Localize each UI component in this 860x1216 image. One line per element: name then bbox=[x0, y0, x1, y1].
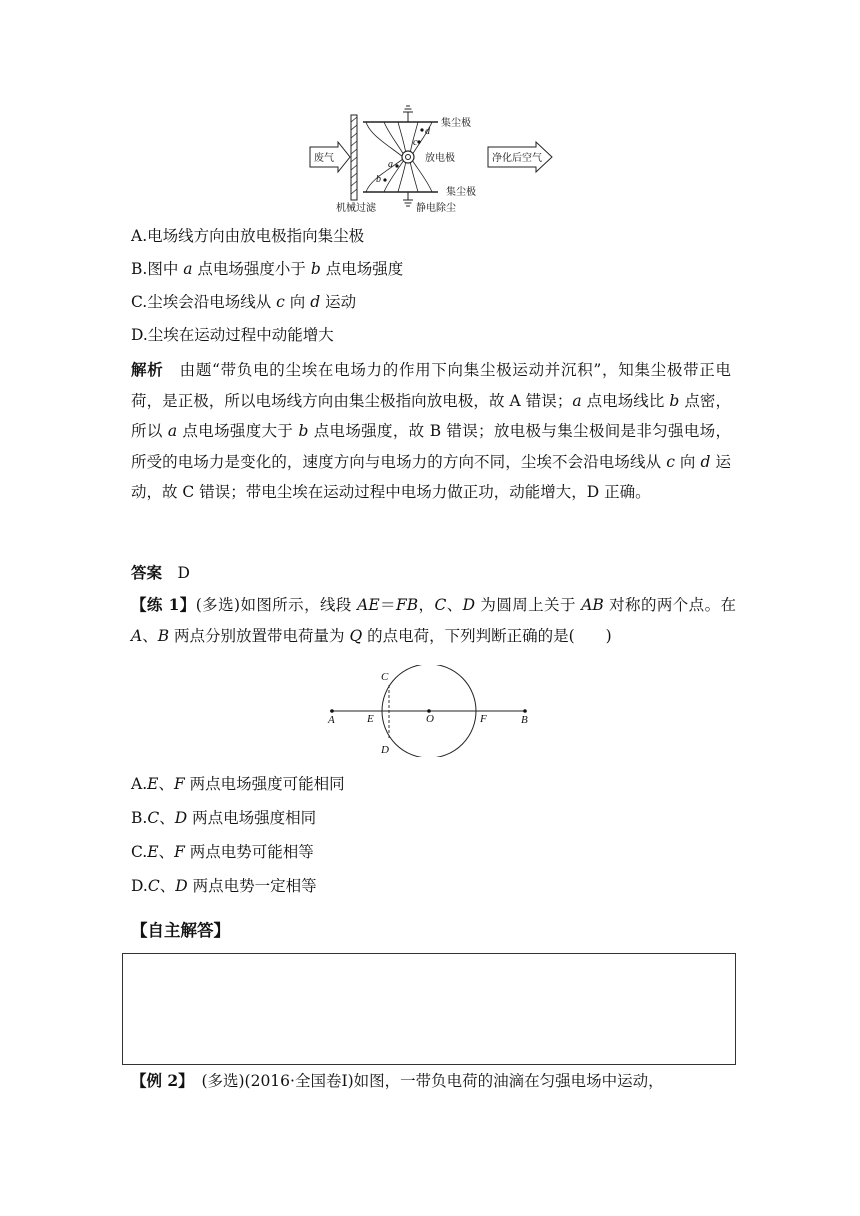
label-clean-air: 净化后空气 bbox=[492, 153, 542, 164]
circle-diagram bbox=[322, 665, 534, 757]
label-F: F bbox=[480, 713, 487, 725]
label-b: b bbox=[376, 174, 381, 185]
practice1-tag: 【练 1】 bbox=[131, 595, 196, 614]
label-C: C bbox=[381, 671, 389, 683]
example2-stem: 【例 2】 (多选)(2016·全国卷Ⅰ)如图，一带负电荷的油滴在匀强电场中运动， bbox=[131, 1071, 664, 1090]
label-d: d bbox=[425, 126, 430, 137]
q1-option-d: D.尘埃在运动过程中动能增大 bbox=[131, 326, 334, 344]
point-a-dot bbox=[395, 164, 398, 167]
example2-tag: 【例 2】 bbox=[131, 1071, 186, 1090]
precipitator-diagram bbox=[308, 100, 558, 215]
practice1-stem: 【练 1】(多选)如图所示，线段 AE＝FB，C、D 为圆周上关于 AB 对称的两个点。在 A、B 两点分别放置带电荷量为 Q 的点电荷，下列判断正确的是( ) bbox=[131, 595, 736, 645]
label-B: B bbox=[521, 714, 528, 726]
label-E: E bbox=[367, 713, 374, 725]
point-c-dot bbox=[417, 140, 420, 143]
label-discharge: 放电极 bbox=[425, 153, 455, 164]
ground-bottom bbox=[403, 192, 413, 206]
answer-label: 答案 bbox=[131, 563, 163, 582]
q1-option-b: B.图中 a 点电场强度小于 b 点电场强度 bbox=[131, 260, 404, 278]
q1-option-c: C.尘埃会沿电场线从 c 向 d 运动 bbox=[131, 293, 357, 311]
analysis-label: 解析 bbox=[131, 360, 164, 379]
point-a bbox=[330, 709, 334, 713]
self-answer-box[interactable] bbox=[122, 953, 736, 1065]
label-D: D bbox=[381, 744, 389, 756]
answer-value: D bbox=[177, 564, 190, 582]
q2-option-c: C.E、F 两点电势可能相等 bbox=[131, 843, 314, 861]
label-a: a bbox=[388, 159, 393, 170]
q2-option-d: D.C、D 两点电势一定相等 bbox=[131, 877, 317, 895]
point-b bbox=[523, 709, 527, 713]
label-electro-dust: 静电除尘 bbox=[416, 203, 456, 214]
q2-option-a: A.E、F 两点电场强度可能相同 bbox=[131, 775, 345, 793]
label-collector-top: 集尘极 bbox=[441, 118, 471, 129]
ground-top bbox=[403, 106, 413, 122]
label-waste-gas: 废气 bbox=[314, 153, 334, 164]
discharge-electrode bbox=[402, 151, 414, 163]
self-answer-heading: 【自主解答】 bbox=[131, 921, 230, 940]
label-c: c bbox=[413, 137, 418, 148]
label-mech-filter: 机械过滤 bbox=[336, 203, 376, 214]
q1-option-a: A.电场线方向由放电极指向集尘极 bbox=[131, 227, 365, 245]
point-d-dot bbox=[420, 128, 423, 131]
label-collector-bottom: 集尘极 bbox=[446, 187, 476, 198]
analysis-paragraph: 解析 由题“带负电的尘埃在电场力的作用下向集尘极运动并沉积”，知集尘极带正电荷，是正极，所以电场线方向由集尘极指向放电极，故 A 错误；a 点电场线比 b 点密，所以 a 点电场强度大于 b 点电场强度，故 B 错误；放电极与集尘极间是非匀强电场，所受的电场力是变化的，速度方向与电场力的方向不同，尘埃不会沿电场线从 c 向 d 运动，故 C 错误；带电尘埃在运动过程中电场力做正功，动能增大，D 正确。 bbox=[131, 360, 731, 501]
point-b-dot bbox=[383, 178, 386, 181]
label-O: O bbox=[426, 713, 434, 725]
label-A: A bbox=[328, 714, 335, 726]
q2-option-b: B.C、D 两点电场强度相同 bbox=[131, 809, 317, 827]
answer-line bbox=[131, 563, 190, 583]
